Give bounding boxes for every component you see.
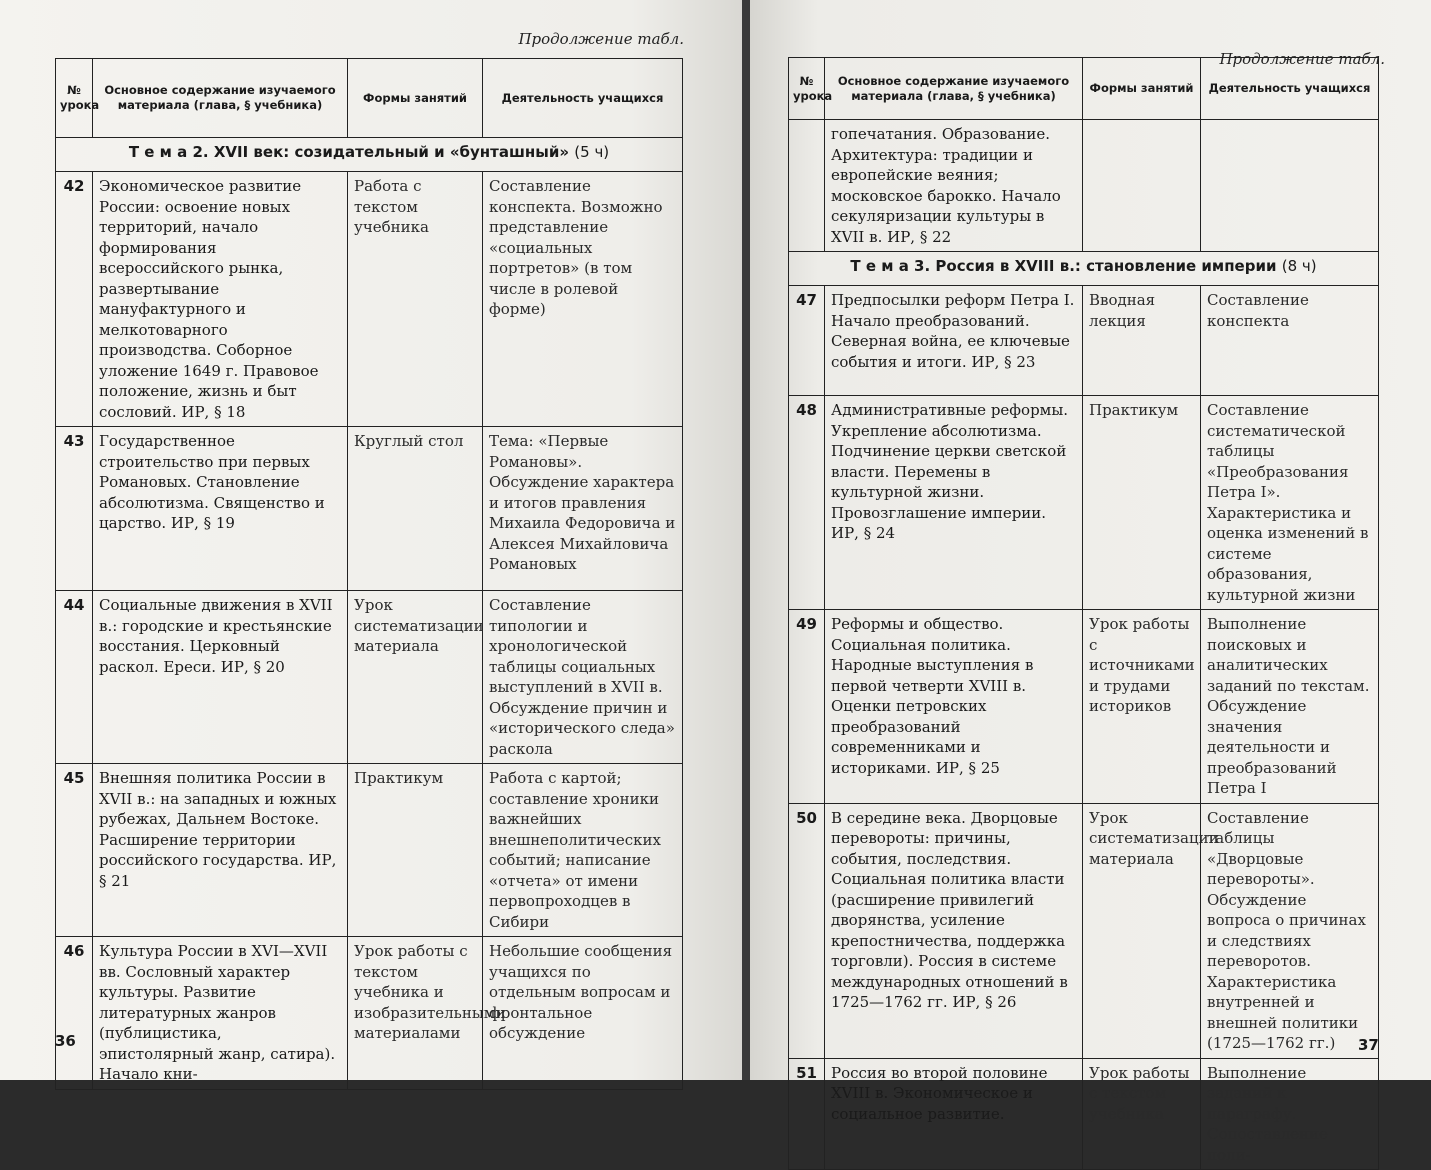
lesson-number: 43 (56, 427, 93, 591)
header-num: № урока (789, 58, 825, 120)
table-row (56, 764, 683, 937)
header-forms: Формы занятий (1083, 58, 1201, 120)
lesson-number: 45 (56, 764, 93, 937)
table-row (789, 803, 1379, 1058)
student-activity: Составление систематической таблицы «Преобразования Петра I». Характеристика и оценка изменений в системе образования, культурной жизни (1201, 396, 1379, 610)
lesson-number: 50 (789, 803, 825, 1058)
table-row (56, 172, 683, 427)
table-row (789, 610, 1379, 804)
lesson-number: 42 (56, 172, 93, 427)
lesson-content: Культура России в XVI—XVII вв. Сословный характер культуры. Развитие литературных жанров (публицистика, эпистолярный жанр, сатира). Начало кни- (93, 937, 348, 1090)
lesson-content: Государственное строительство при первых Романовых. Становление абсолютизма. Священство и царство. ИР, § 19 (93, 427, 348, 591)
lesson-content: Экономическое развитие России: освоение новых территорий, начало формирования всероссийского рынка, развертывание мануфактурного и мелкотоварного производства. Соборное уложение 1649 г. Правовое положение, жизнь и быт сословий. ИР, § 18 (93, 172, 348, 427)
student-activity: Составление конспекта. Возможно представление «социальных портретов» (в том числе в ролевой форме) (483, 172, 683, 427)
lesson-form: Урок работы с текстом учебника (1083, 1058, 1201, 1170)
lesson-number: 46 (56, 937, 93, 1090)
lesson-number: 48 (789, 396, 825, 610)
lesson-content: гопечатания. Образование. Архитектура: традиции и европейские веяния; московское барокко. Начало секуляризации культуры в XVII в. ИР, § 22 (825, 120, 1083, 252)
lesson-content: Социальные движения в XVII в.: городские и крестьянские восстания. Церковный раскол. Ереси. ИР, § 20 (93, 591, 348, 764)
table-row (56, 937, 683, 1090)
theme-row (789, 252, 1379, 286)
lesson-form: Урок систематизации материала (1083, 803, 1201, 1058)
theme-title (789, 252, 1379, 286)
theme-hours: (5 ч) (574, 143, 610, 161)
student-activity: Составление таблицы «Дворцовые перевороты». Обсуждение вопроса о причинах и следствиях переворотов. Характеристика внутренней и внешней политики (1725—1762 гг.) (1201, 803, 1379, 1058)
book-gutter (742, 0, 750, 1080)
student-activity: Составление типологии и хронологической таблицы социальных выступлений в XVII в. Обсуждение причин и «исторического следа» раскола (483, 591, 683, 764)
lesson-form: Урок систематизации материала (348, 591, 483, 764)
student-activity: Небольшие сообщения учащихся по отдельным вопросам и фронтальное обсуждение (483, 937, 683, 1090)
table-row (56, 427, 683, 591)
page-number: 36 (55, 1032, 76, 1050)
student-activity: Составление конспекта (1201, 286, 1379, 396)
theme-title-text: Т е м а 3. Россия в XVIII в.: становление империи (850, 257, 1277, 275)
header-content: Основное содержание изучаемого материала (глава, § учебника) (825, 58, 1083, 120)
lesson-content: Реформы и общество. Социальная политика. Народные выступления в первой четверти XVIII в. Оценки петровских преобразований современниками и историками. ИР, § 25 (825, 610, 1083, 804)
theme-title-text: Т е м а 2. XVII век: созидательный и «бунташный» (128, 143, 570, 161)
lesson-number: 51 (789, 1058, 825, 1170)
lesson-content: Россия во второй половине XVIII в. Экономическое и социальное развитие. (825, 1058, 1083, 1170)
theme-title (56, 138, 683, 172)
table-row (789, 396, 1379, 610)
header-content: Основное содержание изучаемого материала (глава, § учебника) (93, 59, 348, 138)
lesson-content: В середине века. Дворцовые перевороты: причины, события, последствия. Социальная политика власти (расширение привилегий дворянства, усиление крепостничества, поддержка торговли). Россия в системе международных отношений в 1725—1762 гг. ИР, § 26 (825, 803, 1083, 1058)
lesson-form: Урок работы с источниками и трудами историков (1083, 610, 1201, 804)
student-activity: Выполнение поисковых и аналитических заданий по текстам. Обсуждение значения деятельности и преобразований Петра I (1201, 610, 1379, 804)
header-activity: Деятельность учащихся (483, 59, 683, 138)
lesson-number (789, 120, 825, 252)
table-row (789, 286, 1379, 396)
table-row (789, 1058, 1379, 1170)
lesson-form: Урок работы с текстом учебника и изобразительными материалами (348, 937, 483, 1090)
student-activity: Тема: «Первые Романовы». Обсуждение характера и итогов правления Михаила Федоровича и Алексея Михайловича Романовых (483, 427, 683, 591)
lesson-number: 49 (789, 610, 825, 804)
table-row (789, 120, 1379, 252)
continuation-label: Продолжение табл. (1219, 50, 1385, 68)
theme-row (56, 138, 683, 172)
lesson-content: Предпосылки реформ Петра I. Начало преобразований. Северная война, ее ключевые события и итоги. ИР, § 23 (825, 286, 1083, 396)
student-activity (1201, 120, 1379, 252)
left-page (0, 0, 742, 1083)
lesson-plan-table (788, 57, 1379, 1170)
lesson-form: Работа с текстом учебника (348, 172, 483, 427)
lesson-number: 44 (56, 591, 93, 764)
header-num: № урока (56, 59, 93, 138)
continuation-label: Продолжение табл. (518, 30, 684, 48)
lesson-content: Внешняя политика России в XVII в.: на западных и южных рубежах, Дальнем Востоке. Расширение территории российского государства. ИР, § 21 (93, 764, 348, 937)
header-row (56, 59, 683, 138)
lesson-form (1083, 120, 1201, 252)
table-row (56, 591, 683, 764)
header-forms: Формы занятий (348, 59, 483, 138)
page-number: 37 (1358, 1036, 1379, 1054)
student-activity: Выполнение заданий к параграфу. Сопоставление поли- (1201, 1058, 1379, 1170)
lesson-form: Практикум (1083, 396, 1201, 610)
lesson-content: Административные реформы. Укрепление абсолютизма. Подчинение церкви светской власти. Перемены в культурной жизни. Провозглашение империи. ИР, § 24 (825, 396, 1083, 610)
theme-hours: (8 ч) (1281, 257, 1317, 275)
lesson-form: Вводная лекция (1083, 286, 1201, 396)
lesson-plan-table (55, 58, 683, 1090)
student-activity: Работа с картой; составление хроники важнейших внешнеполитических событий; написание «отчета» от имени первопроходцев в Сибири (483, 764, 683, 937)
lesson-number: 47 (789, 286, 825, 396)
header-row (789, 58, 1379, 120)
header-activity: Деятельность учащихся (1201, 58, 1379, 120)
lesson-form: Круглый стол (348, 427, 483, 591)
lesson-form: Практикум (348, 764, 483, 937)
right-page (750, 0, 1431, 1164)
